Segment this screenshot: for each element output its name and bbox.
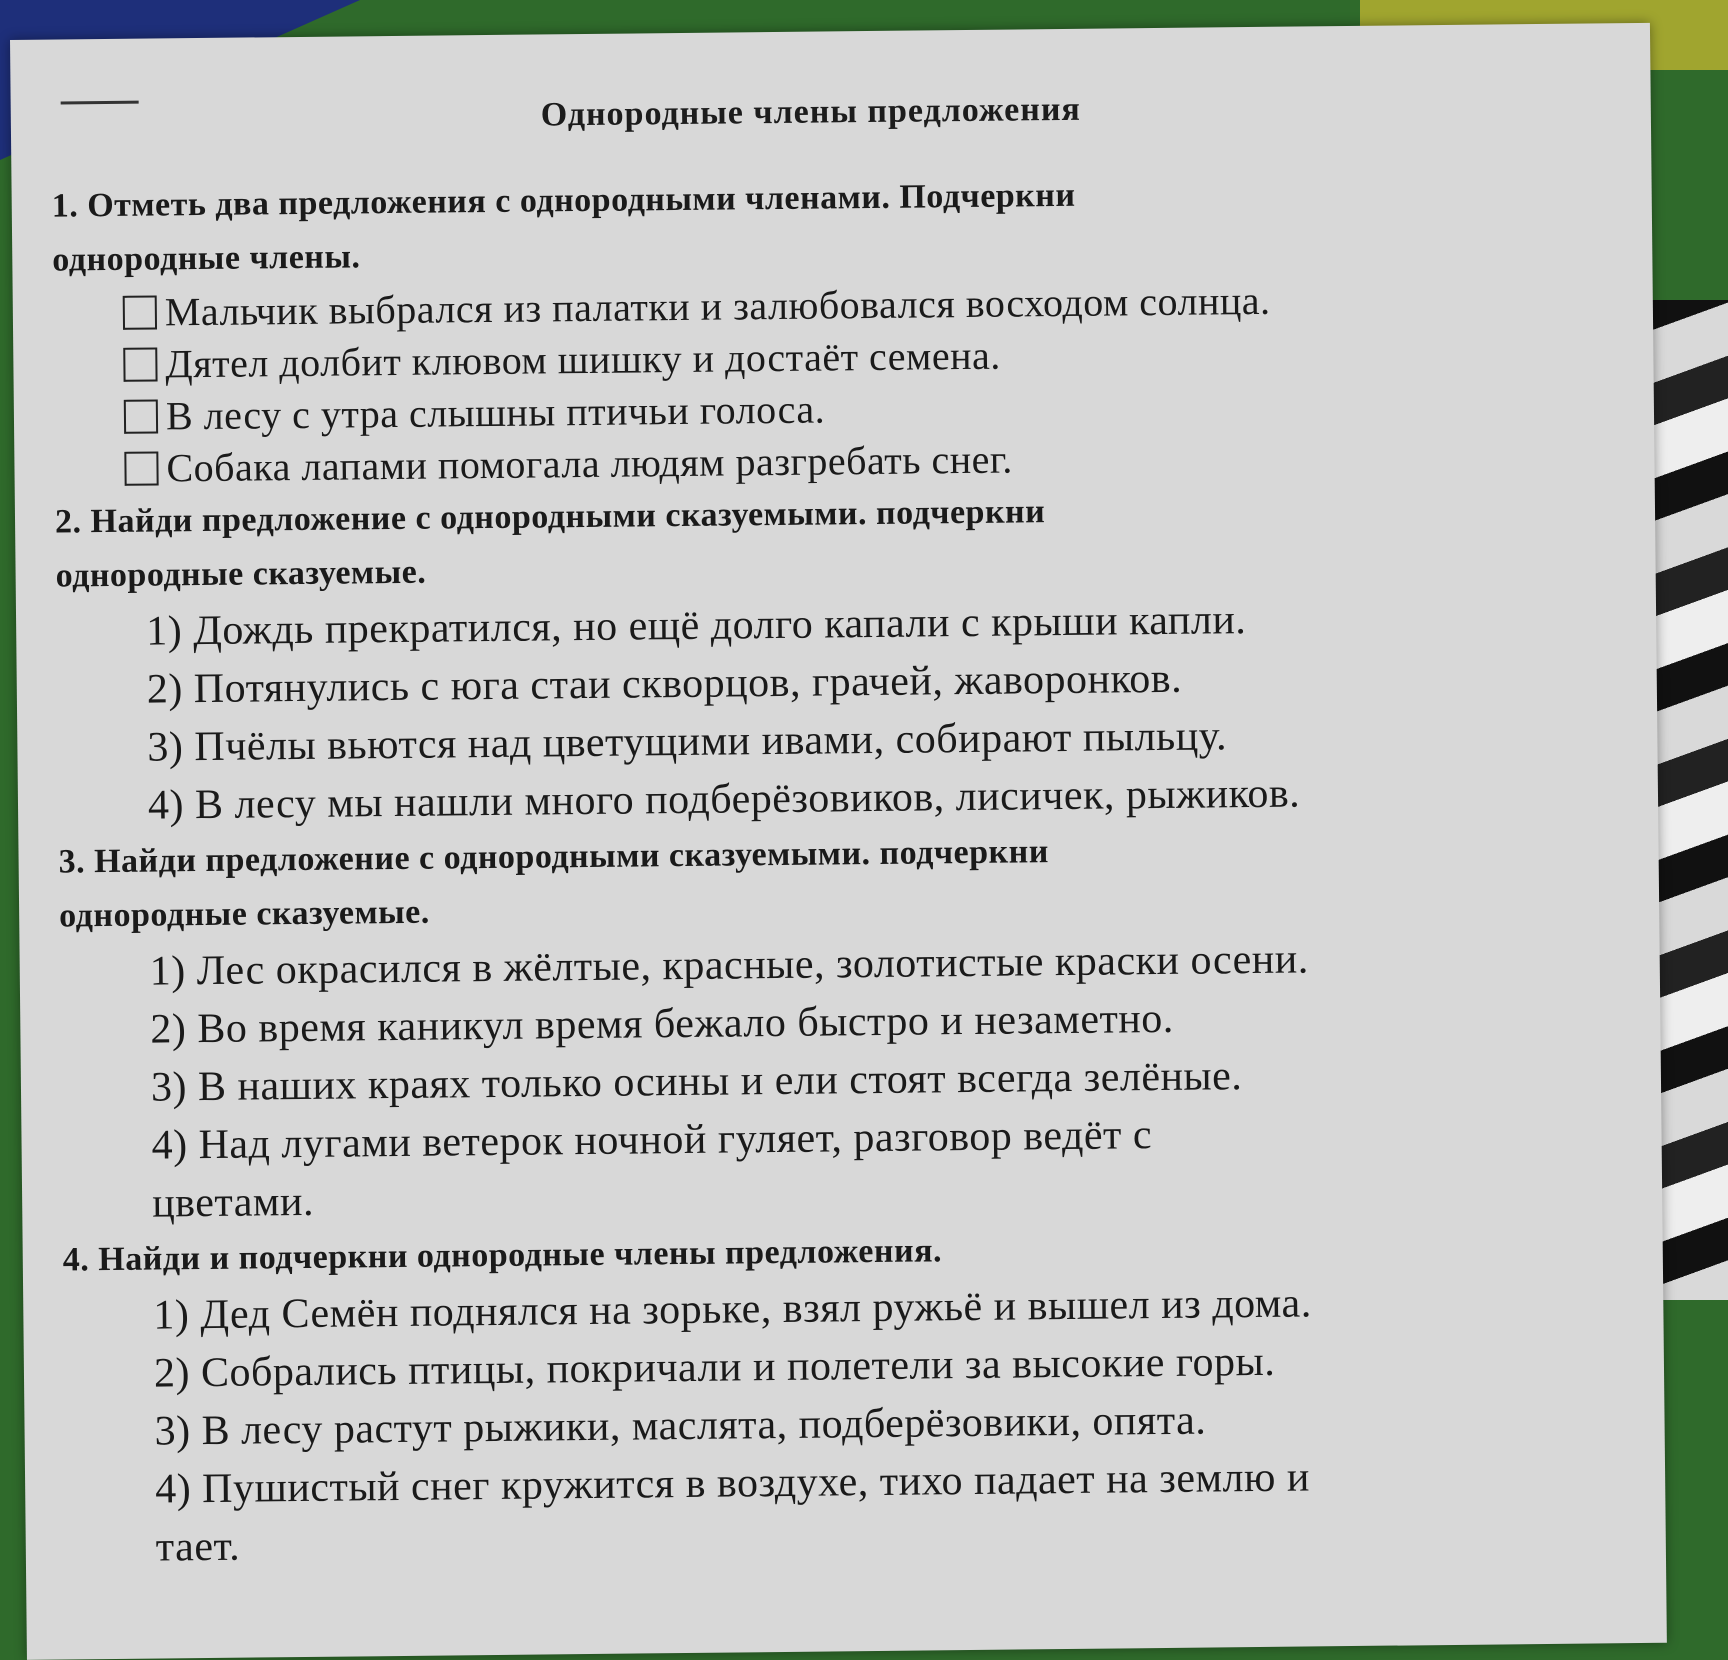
worksheet-paper: [10, 23, 1667, 1660]
list-item: 3) Пчёлы вьются над цветущими ивами, собирают пыльцу.: [147, 713, 1228, 771]
list-item: 2) Потянулись с юга стаи скворцов, грачей, жаворонков.: [146, 655, 1183, 713]
list-item: 2) Во время каникул время бежало быстро и незаметно.: [150, 995, 1175, 1053]
task-4: [63, 1217, 1627, 1577]
worksheet-content: [51, 163, 1626, 1577]
list-item: 4) В лесу мы нашли много подберёзовиков, лисичек, рыжиков.: [147, 770, 1301, 829]
task-3-heading-line-1: 3. Найди предложение с однородными сказуемыми. подчеркни: [58, 833, 1050, 881]
task-4-heading-line-1: 4. Найди и подчеркни однородные члены предложения.: [62, 1232, 943, 1279]
task-1-option-2-text: Дятел долбит клювом шишку и достаёт семена.: [165, 332, 1001, 387]
list-item: 3) В наших краях только осины и ели стоят всегда зелёные.: [150, 1053, 1243, 1111]
list-item: 2) Собрались птицы, покричали и полетели за высокие горы.: [153, 1338, 1276, 1397]
task-1-heading: [51, 163, 1612, 287]
task-1-option-1-text: Мальчик выбрался из палатки и залюбовался восходом солнца.: [164, 277, 1271, 335]
list-item: 3) В лесу растут рыжики, маслята, подберёзовики, опята.: [154, 1397, 1207, 1455]
checkbox[interactable]: [124, 451, 158, 485]
task-1-heading-line-1: 1. Отметь два предложения с однородными членами. Подчеркни: [51, 176, 1076, 225]
task-3-items: [59, 927, 1622, 1233]
list-item: 4) Над лугами ветерок ночной гуляет, разговор ведёт с: [151, 1112, 1153, 1169]
task-1-heading-line-2: однородные члены.: [52, 238, 361, 279]
list-item: 1) Дед Семён поднялся на зорьке, взял ружьё и вышел из дома.: [153, 1280, 1312, 1339]
worksheet-title: Однородные члены предложения: [540, 90, 1082, 134]
list-item: 1) Дождь прекратился, но ещё долго капали с крыши капли.: [145, 597, 1247, 655]
task-2-heading: [55, 479, 1616, 603]
task-4-items: [63, 1271, 1626, 1577]
task-3-heading: [58, 819, 1619, 943]
task-1-option-3-text: В лесу с утра слышны птичьи голоса.: [165, 386, 826, 439]
task-3: [58, 819, 1622, 1233]
task-3-heading-line-2: однородные сказуемые.: [58, 893, 430, 935]
task-1: [51, 163, 1614, 495]
checkbox[interactable]: [123, 295, 157, 329]
task-2-items: [56, 587, 1618, 835]
list-item: 4) Пушистый снег кружится в воздухе, тихо падает на землю и: [154, 1454, 1311, 1513]
list-item-continuation: тает.: [155, 1523, 241, 1571]
task-1-option-4-text: Собака лапами помогала людям разгребать снег.: [166, 436, 1013, 491]
task-2-heading-line-2: однородные сказуемые.: [55, 553, 427, 595]
checkbox[interactable]: [124, 399, 158, 433]
list-item: 1) Лес окрасился в жёлтые, красные, золотистые краски осени.: [149, 936, 1309, 995]
task-2: [55, 479, 1618, 835]
task-2-heading-line-1: 2. Найди предложение с однородными сказуемыми. подчеркни: [54, 493, 1046, 541]
checkbox[interactable]: [123, 347, 157, 381]
list-item-continuation: цветами.: [151, 1178, 315, 1227]
